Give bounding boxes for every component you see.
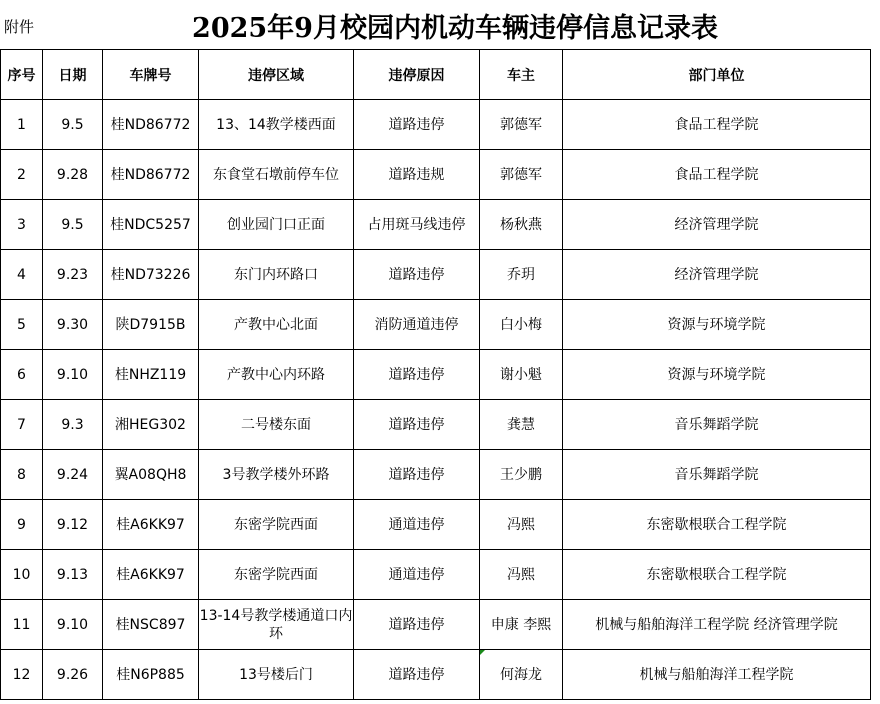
cell-reason[interactable]: 道路违停 [354, 600, 480, 650]
cell-date[interactable]: 9.26 [43, 650, 103, 700]
table-row [1, 300, 871, 350]
cell-owner[interactable]: 何海龙 [480, 650, 563, 700]
cell-reason[interactable]: 道路违规 [354, 150, 480, 200]
cell-area[interactable]: 产教中心北面 [199, 300, 354, 350]
cell-owner[interactable]: 龚慧 [480, 400, 563, 450]
table-row [1, 400, 871, 450]
header-date[interactable]: 日期 [43, 50, 103, 100]
header-area[interactable]: 违停区域 [199, 50, 354, 100]
cell-owner[interactable]: 冯熙 [480, 500, 563, 550]
attachment-label: 附件 [4, 18, 35, 36]
cell-plate[interactable]: 桂ND86772 [103, 100, 199, 150]
cell-plate[interactable]: 桂NDC5257 [103, 200, 199, 250]
cell-department[interactable]: 音乐舞蹈学院 [563, 450, 871, 500]
table-row [1, 550, 871, 600]
header-reason[interactable]: 违停原因 [354, 50, 480, 100]
cell-date[interactable]: 9.12 [43, 500, 103, 550]
cell-index[interactable]: 5 [1, 300, 43, 350]
cell-area[interactable]: 东食堂石墩前停车位 [199, 150, 354, 200]
cell-area[interactable]: 3号教学楼外环路 [199, 450, 354, 500]
cell-reason[interactable]: 通道违停 [354, 550, 480, 600]
cell-department[interactable]: 资源与环境学院 [563, 300, 871, 350]
cell-index[interactable]: 2 [1, 150, 43, 200]
cell-plate[interactable]: 桂ND73226 [103, 250, 199, 300]
cell-date[interactable]: 9.13 [43, 550, 103, 600]
cell-plate[interactable]: 陕D7915B [103, 300, 199, 350]
cell-plate[interactable]: 桂ND86772 [103, 150, 199, 200]
table-row [1, 350, 871, 400]
cell-plate[interactable]: 桂A6KK97 [103, 550, 199, 600]
table-row [1, 600, 871, 650]
cell-date[interactable]: 9.24 [43, 450, 103, 500]
cell-date[interactable]: 9.10 [43, 350, 103, 400]
cell-plate[interactable]: 桂NSC897 [103, 600, 199, 650]
header-plate[interactable]: 车牌号 [103, 50, 199, 100]
cell-department[interactable]: 经济管理学院 [563, 250, 871, 300]
table-row [1, 200, 871, 250]
cell-reason[interactable]: 道路违停 [354, 400, 480, 450]
cell-area[interactable]: 创业园门口正面 [199, 200, 354, 250]
cell-index[interactable]: 4 [1, 250, 43, 300]
cell-plate[interactable]: 桂NHZ119 [103, 350, 199, 400]
cell-reason[interactable]: 道路违停 [354, 350, 480, 400]
cell-owner[interactable]: 白小梅 [480, 300, 563, 350]
cell-area[interactable]: 13-14号教学楼通道口内环 [199, 600, 354, 650]
cell-comment-marker [480, 650, 485, 655]
cell-area[interactable]: 13号楼后门 [199, 650, 354, 700]
cell-area[interactable]: 东密学院西面 [199, 550, 354, 600]
cell-index[interactable]: 8 [1, 450, 43, 500]
cell-plate[interactable]: 桂A6KK97 [103, 500, 199, 550]
cell-plate[interactable]: 翼A08QH8 [103, 450, 199, 500]
cell-date[interactable]: 9.10 [43, 600, 103, 650]
table-row [1, 150, 871, 200]
cell-date[interactable]: 9.3 [43, 400, 103, 450]
page-title: 2025年9月校园内机动车辆违停信息记录表 [192, 13, 718, 44]
cell-owner[interactable]: 郭德军 [480, 100, 563, 150]
cell-area[interactable]: 二号楼东面 [199, 400, 354, 450]
cell-owner[interactable]: 冯熙 [480, 550, 563, 600]
cell-department[interactable]: 资源与环境学院 [563, 350, 871, 400]
cell-index[interactable]: 9 [1, 500, 43, 550]
cell-index[interactable]: 11 [1, 600, 43, 650]
cell-department[interactable]: 食品工程学院 [563, 100, 871, 150]
cell-owner[interactable]: 乔玥 [480, 250, 563, 300]
cell-index[interactable]: 10 [1, 550, 43, 600]
table-row [1, 650, 871, 700]
cell-department[interactable]: 音乐舞蹈学院 [563, 400, 871, 450]
cell-department[interactable]: 食品工程学院 [563, 150, 871, 200]
cell-date[interactable]: 9.23 [43, 250, 103, 300]
cell-index[interactable]: 7 [1, 400, 43, 450]
cell-index[interactable]: 12 [1, 650, 43, 700]
cell-department[interactable]: 经济管理学院 [563, 200, 871, 250]
cell-area[interactable]: 13、14教学楼西面 [199, 100, 354, 150]
cell-reason[interactable]: 通道违停 [354, 500, 480, 550]
header-index[interactable]: 序号 [1, 50, 43, 100]
cell-index[interactable]: 1 [1, 100, 43, 150]
cell-reason[interactable]: 消防通道违停 [354, 300, 480, 350]
cell-owner[interactable]: 谢小魁 [480, 350, 563, 400]
table-row [1, 450, 871, 500]
violation-table [0, 49, 871, 700]
cell-owner[interactable]: 郭德军 [480, 150, 563, 200]
cell-area[interactable]: 产教中心内环路 [199, 350, 354, 400]
table-row [1, 250, 871, 300]
header-department[interactable]: 部门单位 [563, 50, 871, 100]
table-row [1, 100, 871, 150]
cell-owner[interactable]: 申康 李熙 [480, 600, 563, 650]
cell-date[interactable]: 9.5 [43, 200, 103, 250]
cell-department[interactable]: 机械与船舶海洋工程学院 [563, 650, 871, 700]
cell-department[interactable]: 机械与船舶海洋工程学院 经济管理学院 [563, 600, 871, 650]
cell-department[interactable]: 东密歇根联合工程学院 [563, 500, 871, 550]
cell-plate[interactable]: 湘HEG302 [103, 400, 199, 450]
cell-plate[interactable]: 桂N6P885 [103, 650, 199, 700]
cell-reason[interactable]: 占用斑马线违停 [354, 200, 480, 250]
header-owner[interactable]: 车主 [480, 50, 563, 100]
cell-owner[interactable]: 杨秋燕 [480, 200, 563, 250]
cell-date[interactable]: 9.30 [43, 300, 103, 350]
cell-owner[interactable]: 王少鹏 [480, 450, 563, 500]
cell-reason[interactable]: 道路违停 [354, 650, 480, 700]
cell-index[interactable]: 6 [1, 350, 43, 400]
cell-date[interactable]: 9.28 [43, 150, 103, 200]
cell-reason[interactable]: 道路违停 [354, 250, 480, 300]
cell-department[interactable]: 东密歇根联合工程学院 [563, 550, 871, 600]
cell-area[interactable]: 东密学院西面 [199, 500, 354, 550]
cell-reason[interactable]: 道路违停 [354, 450, 480, 500]
header-row [1, 50, 871, 100]
cell-reason[interactable]: 道路违停 [354, 100, 480, 150]
table-row [1, 500, 871, 550]
cell-index[interactable]: 3 [1, 200, 43, 250]
cell-date[interactable]: 9.5 [43, 100, 103, 150]
cell-area[interactable]: 东门内环路口 [199, 250, 354, 300]
